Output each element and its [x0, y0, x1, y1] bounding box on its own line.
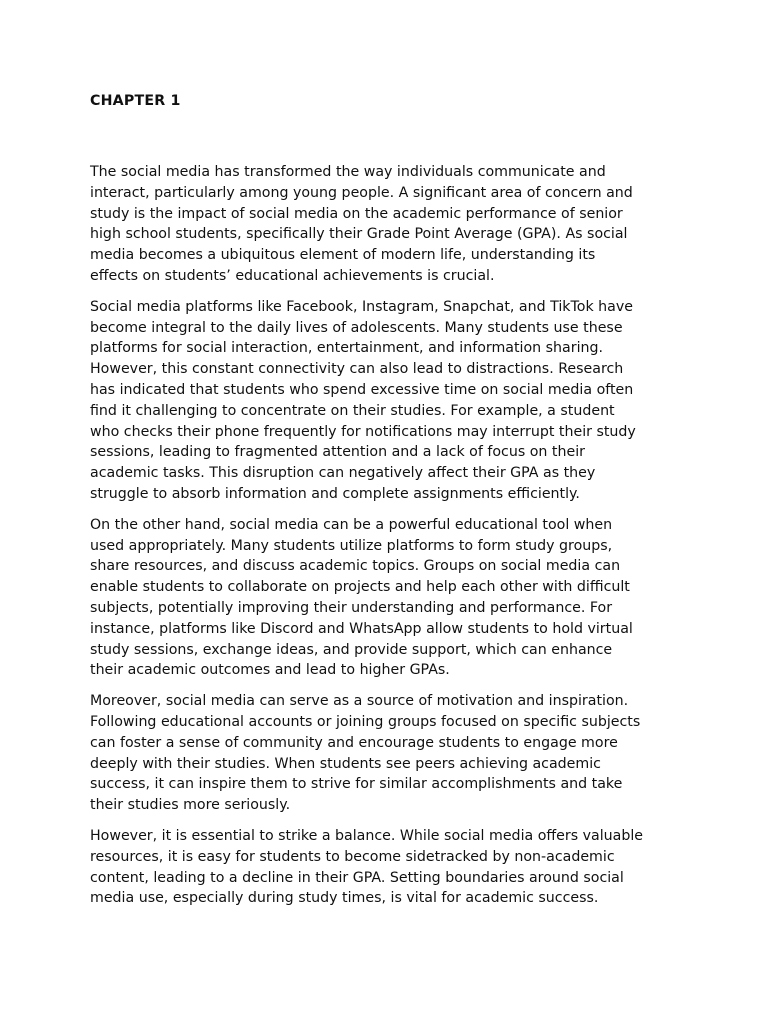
text-line: However, it is essential to strike a balance. While social media offers valuable	[90, 827, 644, 844]
text-line: On the other hand, social media can be a powerful educational tool when	[90, 516, 613, 533]
text-line: resources, it is easy for students to become sidetracked by non-academic	[90, 848, 615, 865]
text-line: their academic outcomes and lead to higher GPAs.	[90, 662, 450, 679]
text-line: can foster a sense of community and encourage students to engage more	[90, 734, 618, 751]
text-line: academic tasks. This disruption can negatively affect their GPA as they	[90, 465, 596, 482]
text-line: used appropriately. Many students utilize platforms to form study groups,	[90, 537, 613, 554]
text-line: sessions, leading to fragmented attention and a lack of focus on their	[90, 444, 585, 461]
paragraph-intro	[90, 162, 682, 287]
text-line: Following educational accounts or joining groups focused on specific subjects	[90, 713, 641, 730]
chapter-heading: CHAPTER 1	[90, 93, 181, 109]
text-line: media use, especially during study times, is vital for academic success.	[90, 890, 599, 907]
paragraph-balance	[90, 826, 682, 909]
paragraph-platforms	[90, 297, 682, 505]
text-line: interact, particularly among young people. A significant area of concern and	[90, 184, 633, 201]
text-line: platforms for social interaction, entertainment, and information sharing.	[90, 340, 604, 357]
text-line: has indicated that students who spend excessive time on social media often	[90, 381, 634, 398]
text-line: who checks their phone frequently for notifications may interrupt their study	[90, 423, 636, 440]
text-line: deeply with their studies. When students see peers achieving academic	[90, 755, 601, 772]
text-line: However, this constant connectivity can also lead to distractions. Research	[90, 361, 624, 378]
text-line: The social media has transformed the way individuals communicate and	[90, 164, 606, 180]
text-line: media becomes a ubiquitous element of modern life, understanding its	[90, 247, 596, 264]
text-line: success, it can inspire them to strive for similar accomplishments and take	[90, 776, 623, 793]
text-line: study is the impact of social media on the academic performance of senior	[90, 205, 623, 222]
text-line: Social media platforms like Facebook, Instagram, Snapchat, and TikTok have	[90, 298, 633, 315]
text-line: high school students, specifically their Grade Point Average (GPA). As social	[90, 226, 628, 243]
text-line: find it challenging to concentrate on their studies. For example, a student	[90, 402, 615, 419]
document-page	[90, 92, 682, 919]
text-line: share resources, and discuss academic topics. Groups on social media can	[90, 558, 621, 575]
paragraph-motivation	[90, 691, 682, 816]
text-line: study sessions, exchange ideas, and provide support, which can enhance	[90, 641, 613, 658]
text-line: subjects, potentially improving their understanding and performance. For	[90, 599, 613, 616]
text-line: their studies more seriously.	[90, 797, 291, 814]
text-line: enable students to collaborate on projects and help each other with difficult	[90, 579, 630, 596]
text-line: Moreover, social media can serve as a source of motivation and inspiration.	[90, 693, 629, 710]
text-line: content, leading to a decline in their GPA. Setting boundaries around social	[90, 869, 624, 886]
text-line: effects on students’ educational achievements is crucial.	[90, 267, 495, 284]
paragraph-educational-tool	[90, 515, 682, 681]
text-line: struggle to absorb information and complete assignments efficiently.	[90, 485, 580, 502]
text-line: become integral to the daily lives of adolescents. Many students use these	[90, 319, 623, 336]
text-line: instance, platforms like Discord and WhatsApp allow students to hold virtual	[90, 620, 633, 637]
